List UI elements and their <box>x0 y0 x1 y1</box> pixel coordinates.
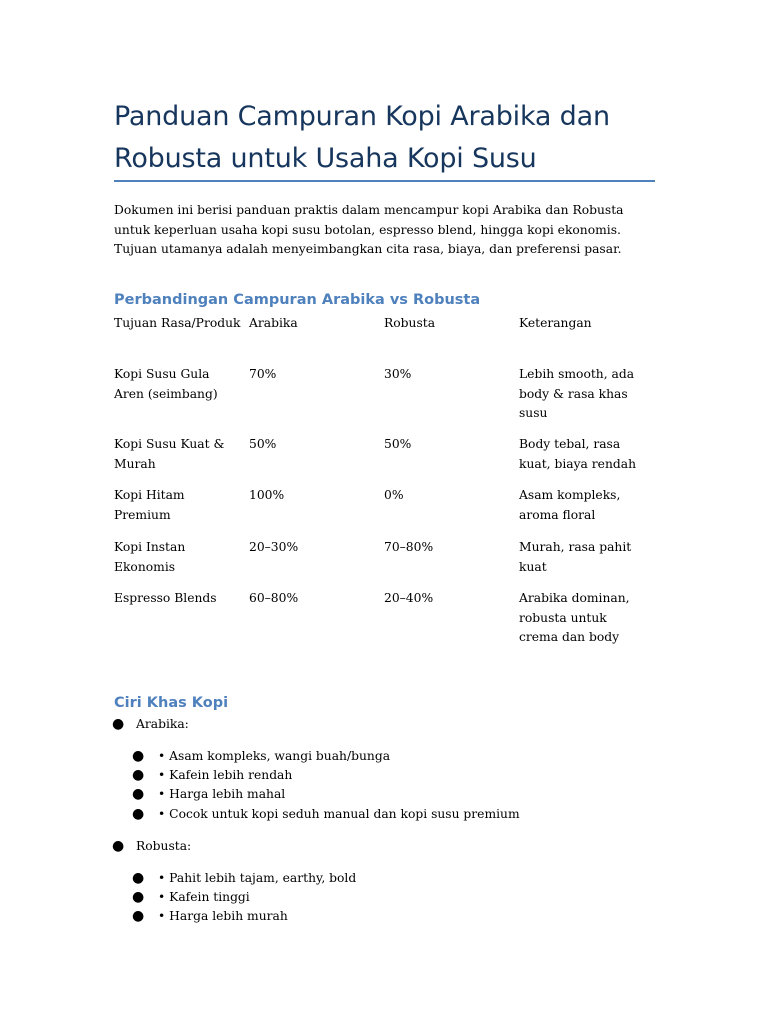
title-underline <box>114 180 655 182</box>
table-cell: 60–80% <box>249 591 299 605</box>
document-title: Panduan Campuran Kopi Arabika dan Robusta untuk Usaha Kopi Susu <box>114 101 610 174</box>
bullet-icon: ● <box>112 716 125 732</box>
traits-heading: Ciri Khas Kopi <box>114 695 229 711</box>
table-cell: 30% <box>384 367 412 381</box>
bullet-icon: ● <box>132 748 145 764</box>
table-cell: 20–30% <box>249 540 299 554</box>
table-cell: 70–80% <box>384 540 434 554</box>
list-item: • Harga lebih mahal <box>158 787 286 801</box>
table-cell: 70% <box>249 367 277 381</box>
table-cell: 0% <box>384 488 404 502</box>
table-cell: Espresso Blends <box>114 591 217 605</box>
table-cell: Asam kompleks, aroma floral <box>519 488 621 522</box>
list-item: • Pahit lebih tajam, earthy, bold <box>158 871 357 885</box>
table-cell: 100% <box>249 488 285 502</box>
list-item-label: Arabika: <box>136 717 189 731</box>
bullet-icon: ● <box>132 786 145 802</box>
list-item: • Harga lebih murah <box>158 909 288 923</box>
table-cell: Kopi Hitam Premium <box>114 488 185 522</box>
table-cell: Arabika dominan, robusta untuk crema dan body <box>519 591 630 644</box>
bullet-icon: ● <box>132 870 145 886</box>
table-cell: Kopi Susu Kuat & Murah <box>114 437 225 471</box>
list-item: • Kafein tinggi <box>158 890 250 904</box>
list-item-label: Robusta: <box>136 839 192 853</box>
bullet-icon: ● <box>112 838 125 854</box>
bullet-icon: ● <box>132 806 145 822</box>
intro-paragraph: Dokumen ini berisi panduan praktis dalam mencampur kopi Arabika dan Robusta untuk keperluan usaha kopi susu botolan, espresso blend, hingga kopi ekonomis. Tujuan utamanya adalah menyeimbangkan cita rasa, biaya, dan preferensi pasar. <box>114 203 624 256</box>
table-cell: Lebih smooth, ada body & rasa khas susu <box>519 367 635 420</box>
table-header-cell: Arabika <box>249 316 298 330</box>
list-item: • Kafein lebih rendah <box>158 768 293 782</box>
table-cell: Murah, rasa pahit kuat <box>519 540 632 574</box>
table-header-cell: Keterangan <box>519 316 592 330</box>
table-header-cell: Robusta <box>384 316 436 330</box>
list-item: • Asam kompleks, wangi buah/bunga <box>158 749 391 763</box>
bullet-icon: ● <box>132 889 145 905</box>
list-item: • Cocok untuk kopi seduh manual dan kopi susu premium <box>158 807 520 821</box>
table-cell: 50% <box>249 437 277 451</box>
bullet-icon: ● <box>132 767 145 783</box>
table-cell: Kopi Instan Ekonomis <box>114 540 186 574</box>
table-cell: 20–40% <box>384 591 434 605</box>
comparison-heading: Perbandingan Campuran Arabika vs Robusta <box>114 292 481 308</box>
table-cell: Kopi Susu Gula Aren (seimbang) <box>114 367 218 401</box>
bullet-icon: ● <box>132 908 145 924</box>
table-header-cell: Tujuan Rasa/Produk <box>114 316 241 330</box>
table-cell: 50% <box>384 437 412 451</box>
table-cell: Body tebal, rasa kuat, biaya rendah <box>519 437 636 471</box>
